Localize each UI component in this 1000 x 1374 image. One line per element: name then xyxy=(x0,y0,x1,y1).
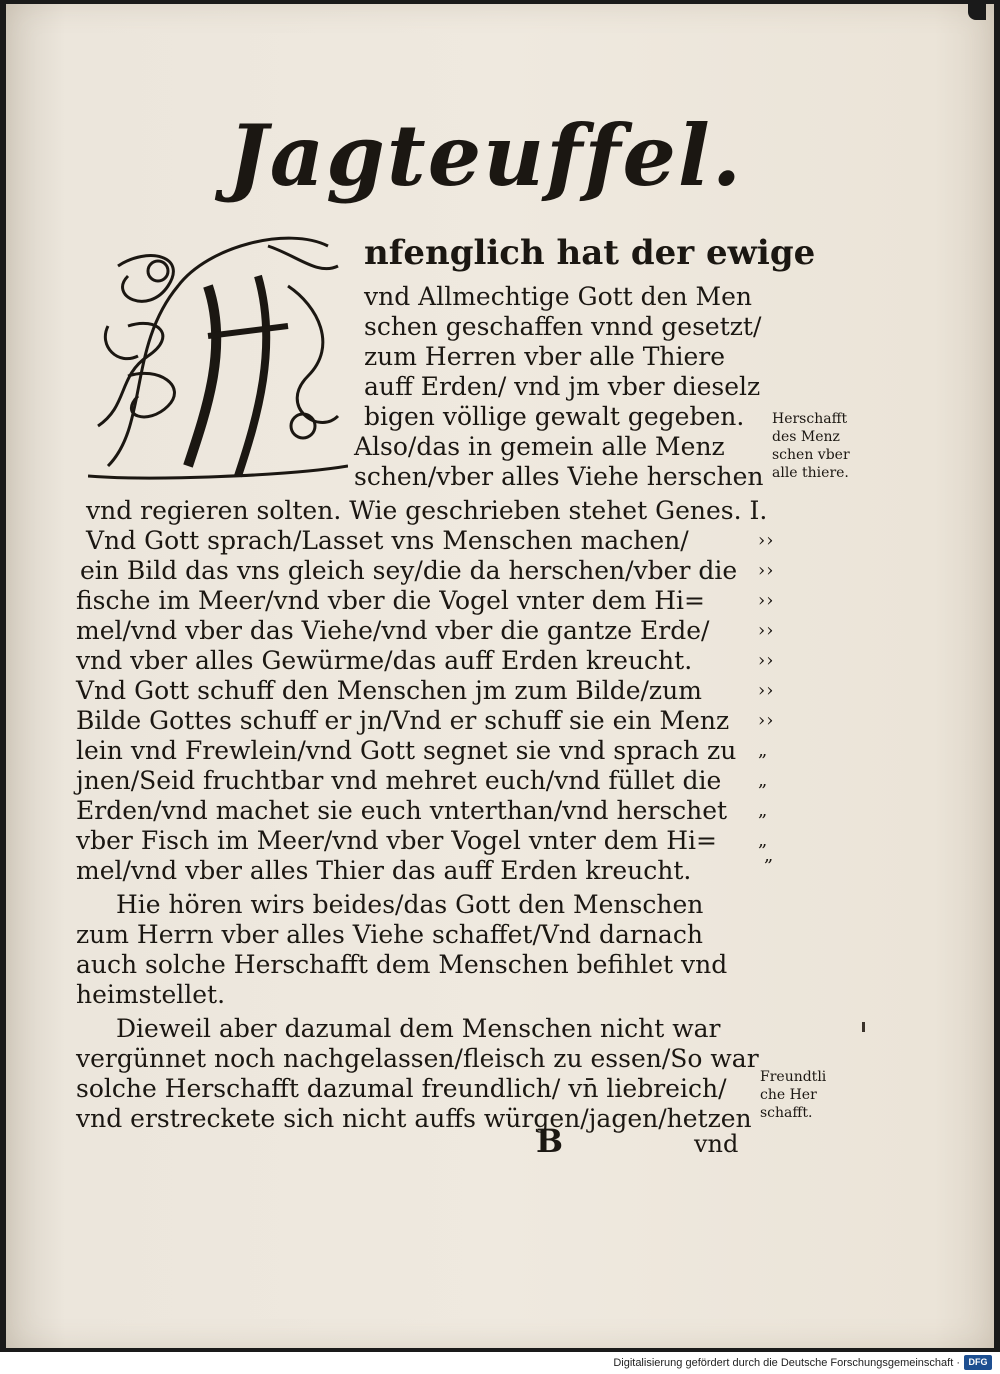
text-line: auff Erden/ vnd jm vber dieselz xyxy=(364,372,761,401)
quote-mark: ›› xyxy=(758,620,775,641)
text-line: vnd erstreckete sich nicht auffs würgen/jagen/hetzen xyxy=(76,1104,752,1133)
quote-mark: ›› xyxy=(758,530,775,551)
quote-mark: „ xyxy=(758,740,769,761)
text-line: Dieweil aber dazumal dem Menschen nicht war xyxy=(116,1014,721,1043)
text-line: vergünnet noch nachgelassen/fleisch zu essen/So war xyxy=(76,1044,759,1073)
text-line: mel/vnd vber alles Thier das auff Erden kreucht. xyxy=(76,856,692,885)
text-line: nfenglich hat der ewige xyxy=(364,233,816,273)
quote-mark: ›› xyxy=(758,680,775,701)
quote-mark: ›› xyxy=(758,710,775,731)
text-line: auch solche Herschafft dem Menschen befihlet vnd xyxy=(76,950,728,979)
quote-mark: „ xyxy=(758,830,769,851)
text-line: Erden/vnd machet sie euch vnterthan/vnd herschet xyxy=(76,796,728,825)
margin-note: Herschafft des Menz schen vber alle thiere. xyxy=(772,411,850,481)
margin-note: Freundtli che Her schafft. xyxy=(760,1069,827,1121)
text-line: heimstellet. xyxy=(76,980,226,1009)
quote-mark: „ xyxy=(758,800,769,821)
quote-mark: ›› xyxy=(758,560,775,581)
quote-mark: ›› xyxy=(758,650,775,671)
text-line: lein vnd Frewlein/vnd Gott segnet sie vnd sprach zu xyxy=(76,736,737,765)
text-line: ein Bild das vns gleich sey/die da herschen/vber die xyxy=(80,556,738,585)
footer-bar xyxy=(0,1352,1000,1374)
text-line: solche Herschafft dazumal freundlich/ vn̄ liebreich/ xyxy=(76,1074,727,1103)
quote-mark: „ xyxy=(764,845,775,866)
catchword: vnd xyxy=(694,1130,739,1158)
quote-mark: „ xyxy=(758,770,769,791)
page-corner-mark xyxy=(968,4,986,20)
text-line: Vnd Gott schuff den Menschen jm zum Bilde/zum xyxy=(76,676,702,705)
ink-mark xyxy=(862,1022,865,1032)
text-line: schen/vber alles Viehe herschen xyxy=(354,462,764,491)
text-line: zum Herren vber alle Thiere xyxy=(364,342,726,371)
text-line: bigen völlige gewalt gegeben. xyxy=(364,402,745,431)
signature-mark: B xyxy=(536,1122,564,1160)
text-line: vnd regieren solten. Wie geschrieben stehet Genes. I. xyxy=(86,496,768,525)
text-line: schen geschaffen vnnd gesetzt/ xyxy=(364,312,762,341)
text-line: jnen/Seid fruchtbar vnd mehret euch/vnd füllet die xyxy=(76,766,722,795)
quote-mark: ›› xyxy=(758,590,775,611)
text-line: mel/vnd vber das Viehe/vnd vber die gantze Erde/ xyxy=(76,616,710,645)
text-line: zum Herrn vber alles Viehe schaffet/Vnd darnach xyxy=(76,920,703,949)
text-line: vber Fisch im Meer/vnd vber Vogel vnter dem Hi= xyxy=(76,826,717,855)
text-line: Vnd Gott sprach/Lasset vns Menschen machen/ xyxy=(86,526,689,555)
text-line: Hie hören wirs beides/das Gott den Menschen xyxy=(116,890,704,919)
text-line: vnd vber alles Gewürme/das auff Erden kreucht. xyxy=(76,646,693,675)
dfg-logo-icon: DFG xyxy=(964,1355,992,1370)
page-title: Jagteuffel. xyxy=(228,106,744,205)
text-line: vnd Allmechtige Gott den Men xyxy=(364,282,753,311)
text-line: Bilde Gottes schuff er jn/Vnd er schuff sie ein Menz xyxy=(76,706,730,735)
funding-credit: Digitalisierung gefördert durch die Deutsche Forschungsgemeinschaft · xyxy=(613,1357,960,1369)
text-line: Also/das in gemein alle Menz xyxy=(354,432,725,461)
text-line: fische im Meer/vnd vber die Vogel vnter dem Hi= xyxy=(76,586,706,615)
